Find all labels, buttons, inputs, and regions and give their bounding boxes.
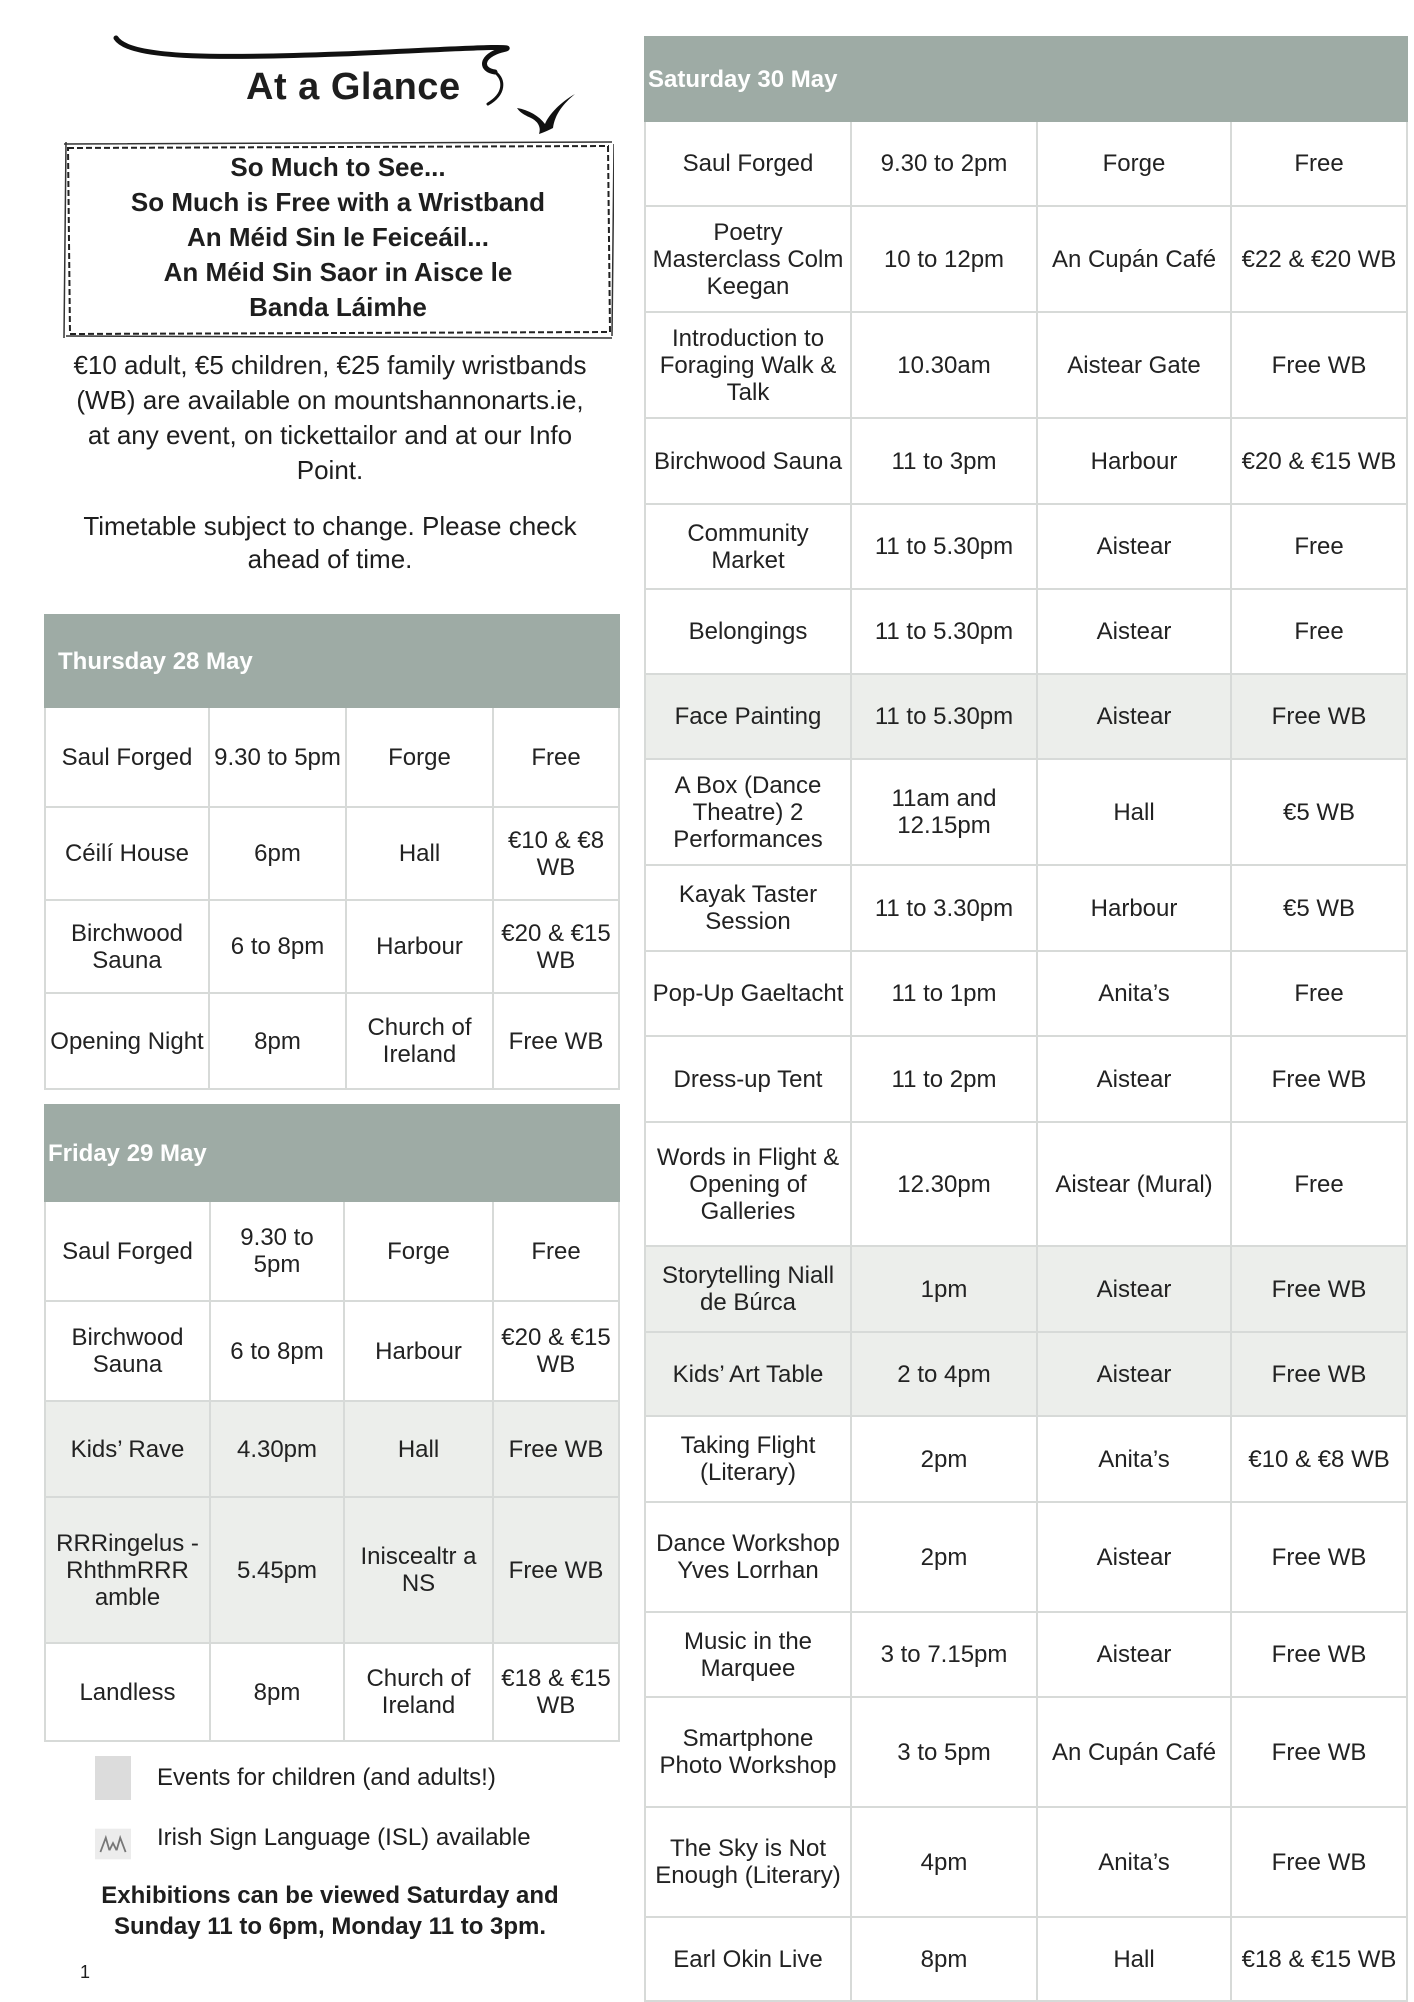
event-name: Dress-up Tent xyxy=(645,1036,851,1122)
event-name: Opening Night xyxy=(45,993,209,1089)
schedule-table-saturday xyxy=(644,36,1408,2002)
event-name: Saul Forged xyxy=(645,121,851,206)
event-price: Free WB xyxy=(1231,1612,1407,1697)
event-venue: Forge xyxy=(344,1201,493,1301)
event-venue: Harbour xyxy=(1037,418,1231,504)
event-price: €20 & €15 WB xyxy=(1231,418,1407,504)
event-venue: Church of Ireland xyxy=(344,1643,493,1741)
event-venue: Anita’s xyxy=(1037,951,1231,1036)
table-row xyxy=(645,1612,1407,1697)
event-time: 6pm xyxy=(209,807,346,900)
event-venue: Anita’s xyxy=(1037,1416,1231,1502)
event-name: Face Painting xyxy=(645,674,851,759)
table-row xyxy=(45,1401,619,1497)
legend-label: Irish Sign Language (ISL) available xyxy=(157,1824,531,1851)
event-price: Free WB xyxy=(493,1401,619,1497)
event-venue: Aistear xyxy=(1037,1332,1231,1416)
table-row xyxy=(645,121,1407,206)
event-price: Free xyxy=(1231,951,1407,1036)
event-time: 11 to 2pm xyxy=(851,1036,1037,1122)
table-row xyxy=(645,504,1407,589)
table-row xyxy=(45,1301,619,1401)
event-name: RRRingelus - RhthmRRR amble xyxy=(45,1497,210,1643)
event-name: Poetry Masterclass Colm Keegan xyxy=(645,206,851,312)
event-name: Kayak Taster Session xyxy=(645,865,851,951)
event-time: 8pm xyxy=(209,993,346,1089)
event-time: 9.30 to 2pm xyxy=(851,121,1037,206)
table-row xyxy=(645,1917,1407,2001)
event-name: Introduction to Foraging Walk & Talk xyxy=(645,312,851,418)
event-price: Free xyxy=(1231,121,1407,206)
event-name: Kids’ Rave xyxy=(45,1401,210,1497)
event-name: Birchwood Sauna xyxy=(45,1301,210,1401)
event-venue: Aistear xyxy=(1037,1502,1231,1612)
event-venue: Harbour xyxy=(346,900,493,993)
event-time: 11 to 3pm xyxy=(851,418,1037,504)
table-row xyxy=(645,1332,1407,1416)
event-name: Smartphone Photo Workshop xyxy=(645,1697,851,1807)
event-price: Free WB xyxy=(1231,1697,1407,1807)
event-name: Birchwood Sauna xyxy=(45,900,209,993)
event-time: 2 to 4pm xyxy=(851,1332,1037,1416)
schedule-table-thursday xyxy=(44,614,620,1090)
timetable-note: Timetable subject to change. Please check ahead of time. xyxy=(83,511,577,574)
event-time: 11 to 1pm xyxy=(851,951,1037,1036)
event-price: Free WB xyxy=(1231,1332,1407,1416)
event-name: Dance Workshop Yves Lorrhan xyxy=(645,1502,851,1612)
event-price: Free WB xyxy=(1231,674,1407,759)
swallow-icon xyxy=(515,88,577,136)
banner-line: An Méid Sin le Feiceáil... xyxy=(187,222,489,252)
table-row xyxy=(645,1807,1407,1917)
event-name: The Sky is Not Enough (Literary) xyxy=(645,1807,851,1917)
event-price: Free WB xyxy=(493,1497,619,1643)
event-price: €10 & €8 WB xyxy=(493,807,619,900)
event-time: 9.30 to 5pm xyxy=(210,1201,344,1301)
table-row xyxy=(645,674,1407,759)
event-venue: Aistear Gate xyxy=(1037,312,1231,418)
table-row xyxy=(645,1036,1407,1122)
event-venue: Harbour xyxy=(344,1301,493,1401)
table-row xyxy=(645,1502,1407,1612)
event-time: 6 to 8pm xyxy=(210,1301,344,1401)
event-venue: An Cupán Café xyxy=(1037,206,1231,312)
event-time: 2pm xyxy=(851,1502,1037,1612)
day-header: Saturday 30 May xyxy=(645,37,1407,121)
event-price: €18 & €15 WB xyxy=(493,1643,619,1741)
table-row xyxy=(645,1697,1407,1807)
banner-line: An Méid Sin Saor in Aisce le xyxy=(163,257,513,287)
event-name: A Box (Dance Theatre) 2 Performances xyxy=(645,759,851,865)
event-price: Free xyxy=(1231,589,1407,674)
banner-line: Banda Láimhe xyxy=(249,292,427,322)
event-venue: Aistear xyxy=(1037,1246,1231,1332)
table-row xyxy=(645,312,1407,418)
event-venue: Iniscealtr a NS xyxy=(344,1497,493,1643)
event-time: 12.30pm xyxy=(851,1122,1037,1246)
legend-label: Events for children (and adults!) xyxy=(157,1764,496,1791)
table-row xyxy=(45,900,619,993)
event-name: Céilí House xyxy=(45,807,209,900)
day-header: Thursday 28 May xyxy=(45,615,619,707)
event-price: Free WB xyxy=(493,993,619,1089)
table-row xyxy=(645,1122,1407,1246)
event-price: Free WB xyxy=(1231,312,1407,418)
table-row xyxy=(645,759,1407,865)
event-time: 10.30am xyxy=(851,312,1037,418)
children-swatch-icon xyxy=(95,1756,131,1800)
event-price: Free WB xyxy=(1231,1502,1407,1612)
event-time: 3 to 7.15pm xyxy=(851,1612,1037,1697)
event-time: 9.30 to 5pm xyxy=(209,707,346,807)
event-name: Landless xyxy=(45,1643,210,1741)
event-name: Birchwood Sauna xyxy=(645,418,851,504)
isl-hands-icon xyxy=(95,1822,131,1866)
event-time: 11 to 5.30pm xyxy=(851,589,1037,674)
event-venue: Hall xyxy=(346,807,493,900)
event-price: Free xyxy=(1231,504,1407,589)
event-time: 5.45pm xyxy=(210,1497,344,1643)
event-price: Free xyxy=(493,707,619,807)
event-name: Saul Forged xyxy=(45,707,209,807)
event-venue: Aistear xyxy=(1037,674,1231,759)
event-name: Storytelling Niall de Búrca xyxy=(645,1246,851,1332)
event-venue: Forge xyxy=(346,707,493,807)
banner-line: So Much to See... xyxy=(230,152,446,182)
banner-frame xyxy=(62,140,614,340)
event-name: Community Market xyxy=(645,504,851,589)
table-row xyxy=(645,1416,1407,1502)
event-price: Free WB xyxy=(1231,1036,1407,1122)
event-price: €20 & €15 WB xyxy=(493,900,619,993)
table-row xyxy=(645,865,1407,951)
event-price: €22 & €20 WB xyxy=(1231,206,1407,312)
event-time: 4.30pm xyxy=(210,1401,344,1497)
day-header: Friday 29 May xyxy=(45,1105,619,1201)
event-venue: Aistear xyxy=(1037,589,1231,674)
table-row xyxy=(645,1246,1407,1332)
table-row xyxy=(45,1497,619,1643)
event-venue: Forge xyxy=(1037,121,1231,206)
event-venue: Aistear (Mural) xyxy=(1037,1122,1231,1246)
event-name: Taking Flight (Literary) xyxy=(645,1416,851,1502)
event-venue: Aistear xyxy=(1037,1612,1231,1697)
event-time: 2pm xyxy=(851,1416,1037,1502)
event-name: Kids’ Art Table xyxy=(645,1332,851,1416)
event-venue: Hall xyxy=(1037,759,1231,865)
event-venue: Harbour xyxy=(1037,865,1231,951)
event-price: €5 WB xyxy=(1231,759,1407,865)
page-number: 1 xyxy=(80,1962,91,1982)
banner-text xyxy=(62,150,614,325)
wristband-info: €10 adult, €5 children, €25 family wristbands (WB) are available on mountshannonarts.ie, at any event, on tickettailor and at our Info Point. xyxy=(73,350,587,485)
schedule-table-friday xyxy=(44,1104,620,1742)
table-row xyxy=(45,807,619,900)
event-venue: Anita’s xyxy=(1037,1807,1231,1917)
table-row xyxy=(645,206,1407,312)
event-time: 11 to 3.30pm xyxy=(851,865,1037,951)
table-row xyxy=(45,707,619,807)
event-time: 8pm xyxy=(851,1917,1037,2001)
event-venue: Aistear xyxy=(1037,1036,1231,1122)
event-price: €10 & €8 WB xyxy=(1231,1416,1407,1502)
event-venue: An Cupán Café xyxy=(1037,1697,1231,1807)
event-price: Free WB xyxy=(1231,1246,1407,1332)
table-row xyxy=(45,993,619,1089)
event-price: €20 & €15 WB xyxy=(493,1301,619,1401)
event-name: Saul Forged xyxy=(45,1201,210,1301)
banner-line: So Much is Free with a Wristband xyxy=(130,187,546,217)
event-time: 1pm xyxy=(851,1246,1037,1332)
event-time: 6 to 8pm xyxy=(209,900,346,993)
table-row xyxy=(645,951,1407,1036)
table-row xyxy=(45,1643,619,1741)
event-name: Words in Flight & Opening of Galleries xyxy=(645,1122,851,1246)
event-price: €5 WB xyxy=(1231,865,1407,951)
event-time: 11am and 12.15pm xyxy=(851,759,1037,865)
event-price: €18 & €15 WB xyxy=(1231,1917,1407,2001)
event-time: 4pm xyxy=(851,1807,1037,1917)
event-venue: Hall xyxy=(344,1401,493,1497)
table-row xyxy=(645,589,1407,674)
event-name: Belongings xyxy=(645,589,851,674)
event-time: 3 to 5pm xyxy=(851,1697,1037,1807)
event-time: 11 to 5.30pm xyxy=(851,504,1037,589)
event-price: Free xyxy=(1231,1122,1407,1246)
event-name: Earl Okin Live xyxy=(645,1917,851,2001)
event-time: 11 to 5.30pm xyxy=(851,674,1037,759)
page-title: At a Glance xyxy=(246,66,461,108)
event-venue: Church of Ireland xyxy=(346,993,493,1089)
exhibitions-note: Exhibitions can be viewed Saturday and Sunday 11 to 6pm, Monday 11 to 3pm. xyxy=(101,1882,559,1940)
table-row xyxy=(645,418,1407,504)
table-row xyxy=(45,1201,619,1301)
event-time: 8pm xyxy=(210,1643,344,1741)
event-time: 10 to 12pm xyxy=(851,206,1037,312)
event-venue: Hall xyxy=(1037,1917,1231,2001)
event-venue: Aistear xyxy=(1037,504,1231,589)
event-price: Free WB xyxy=(1231,1807,1407,1917)
event-name: Pop-Up Gaeltacht xyxy=(645,951,851,1036)
event-name: Music in the Marquee xyxy=(645,1612,851,1697)
event-price: Free xyxy=(493,1201,619,1301)
